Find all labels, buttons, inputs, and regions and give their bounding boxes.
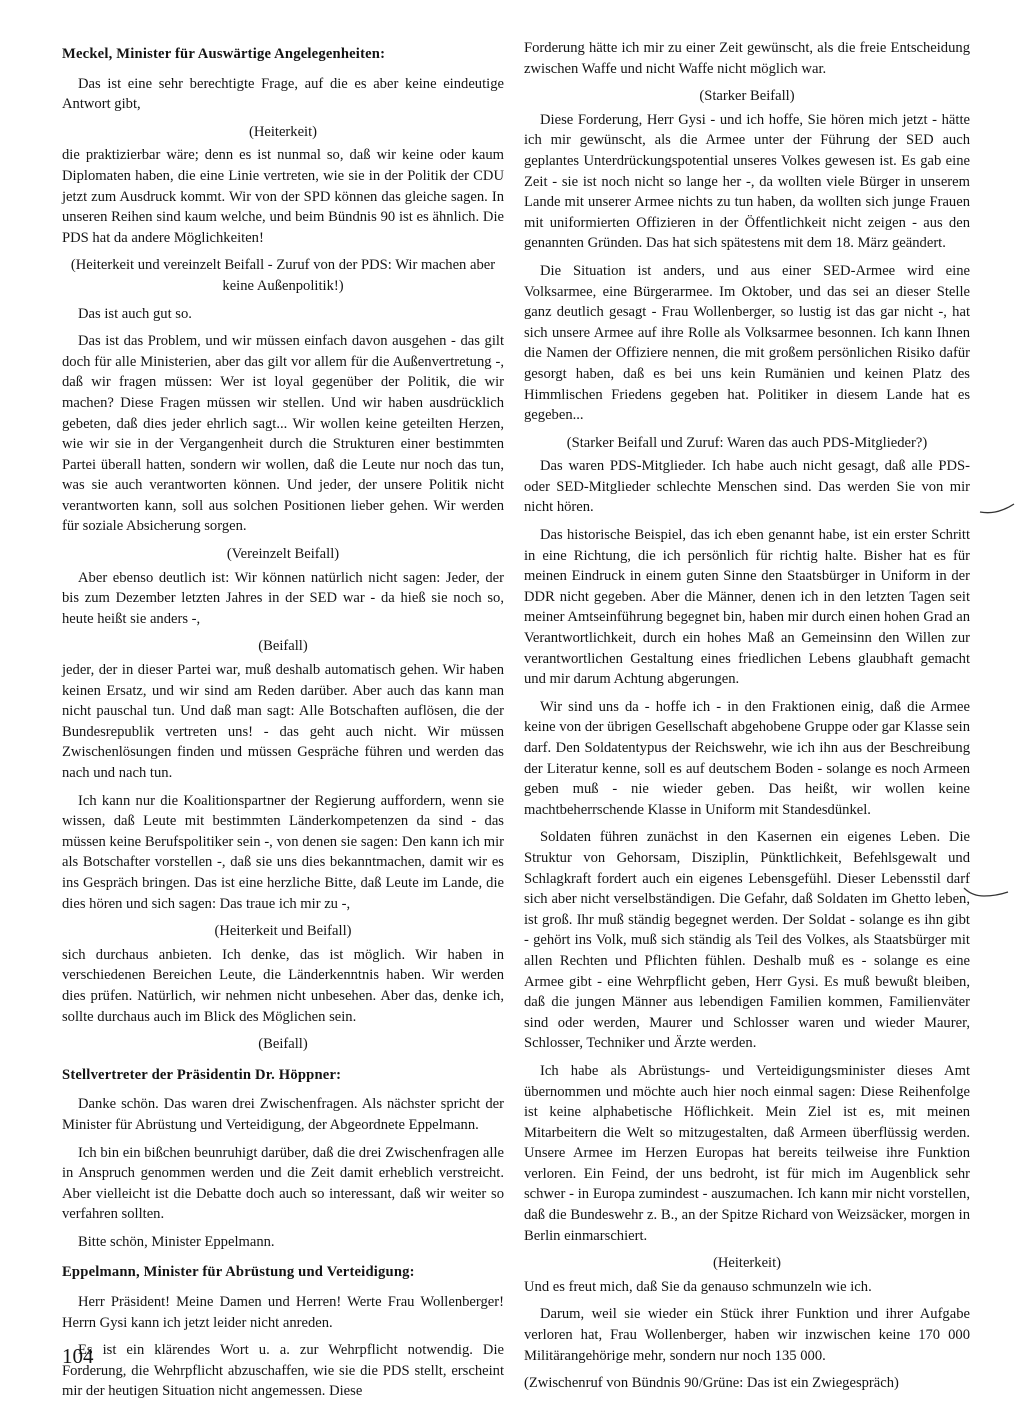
- paragraph: Das waren PDS-Mitglieder. Ich habe auch nicht gesagt, daß alle PDS- oder SED-Mitglieder schlechte Menschen sind. Das werden Sie von mir nicht hören.: [524, 458, 970, 516]
- page-number: 104: [62, 1344, 94, 1368]
- interjection: (Beifall): [258, 1036, 308, 1053]
- interjection: (Starker Beifall): [699, 88, 795, 105]
- paragraph: Ich habe als Abrüstungs- und Verteidigungsminister dieses Amt übernommen und möchte auch hier noch einmal sagen: Diese Reihenfolge ist keine alphabetische Höflichkeit. Mein Ziel ist es, mit meinen Mitarbeitern die Welt so mitzugestalten, daß Armeen überflüssig werden. Unsere Armee im Herzen Europas hat bereits teilweise ihre Funktion verloren. Ein Feind, der uns bedroht, ist für mich im Augenblick sehr schwer - in Europa zumindest - auszumachen. Ich kann mir nicht vorstellen, daß die Bundeswehr z. B., an der Spitze Richard von Weizsäcker, morgen in Berlin einmarschiert.: [524, 1062, 970, 1244]
- interjection: (Heiterkeit): [248, 123, 318, 140]
- paragraph: Ich kann nur die Koalitionspartner der Regierung auffordern, wenn sie wissen, daß Leute mit bestimmten Länderkompetenzen da sind - das müssen keine Berufspolitiker sein -, von denen sie sagen: Den kann ich mir als Botschafter vorstellen -, daß sie uns dies bekanntmachen, damit wir es ins Gespräch bringen. Das ist eine herzliche Bitte, daß Leute im Lande, die dies hören und sich sagen: Das traue ich mir zu -,: [62, 792, 504, 912]
- interjection: (Heiterkeit und Beifall): [214, 923, 352, 940]
- paragraph: Das ist das Problem, und wir müssen einfach davon ausgehen - das gilt doch für alle Ministerien, aber das gilt vor allem für die Außenvertretung -, daß wir fragen müssen: Wer ist loyal gegenüber der Politik, die wir machen? Diese Fragen müssen wir stellen. Und wir haben ausdrücklich gebeten, daß dies jeder ehrlich sagt... Wir wollen keine geteilten Herzen, wie wir sie in der Vergangenheit durch die Strukturen einer bestimmten Partei überall hatten, sondern wir wollen, daß die Leute nur noch das tun, was sie auch verantworten können. Und jeder, der unsere Politik nicht verantworten kann, soll aus solchen Positionen lieber gehen. Wir werden für soziale Absicherung sorgen.: [62, 333, 504, 535]
- paragraph: Es ist ein klärendes Wort u. a. zur Wehrpflicht notwendig. Die Forderung, die Wehrpflicht abzuschaffen, wie sie die PDS stellt, erscheint mir der heutigen Situation nicht angemessen. Diese: [62, 1342, 504, 1400]
- paragraph: Und es freut mich, daß Sie da genauso schmunzeln wie ich.: [524, 1278, 872, 1295]
- paragraph: sich durchaus anbieten. Ich denke, das ist möglich. Wir haben in verschiedenen Bereichen Leute, die Länderkenntnis haben. Wir werden dies prüfen. Natürlich, wir nehmen nicht unbesehen. Aber das, denke ich, sollte durchaus auch im Blick des Möglichen sein.: [62, 946, 504, 1025]
- interjection: (Heiterkeit): [712, 1255, 782, 1272]
- paragraph: Diese Forderung, Herr Gysi - und ich hoffe, Sie hören mich jetzt - hätte ich mir gewünscht, als die Armee unter der Führung der SED auch geplantes Unterdrückungspotential unseres Volkes gewesen ist. Es gab eine Zeit - sie ist noch nicht so lange her -, da wollten viele Bürger in unserem Lande mit unserer Armee nichts zu tun haben, da wollten sich junge Frauen mit uniformierten Offizieren in der Öffentlichkeit nicht zeigen - aus den genannten Gründen. Das hat sich spätestens mit dem 18. März geändert.: [524, 111, 970, 252]
- paragraph: jeder, der in dieser Partei war, muß deshalb automatisch gehen. Wir haben keinen Ersatz, und wir sind am Reden darüber. Aber auch das kann man nicht pauschal tun. Und daß man sagt: Alle Botschaften auflösen, die der Bundesrepublik vertreten uns! - das geht auch nicht. Wir müssen Zwischenlösungen finden und müssen Gespräche führen und werden das nach und nach tun.: [62, 662, 504, 781]
- paragraph: Danke schön. Das waren drei Zwischenfragen. Als nächster spricht der Minister für Abrüstung und Verteidigung, der Abgeordnete Eppelmann.: [62, 1096, 504, 1133]
- interjection: (Zwischenruf von Bündnis 90/Grüne: Das ist ein Zwiegespräch): [524, 1375, 899, 1392]
- paragraph: Das ist eine sehr berechtigte Frage, auf die es aber keine eindeutige Antwort gibt,: [62, 75, 504, 113]
- paragraph: Ich bin ein bißchen beunruhigt darüber, daß die drei Zwischenfragen alle in Anspruch genommen werden und die Zeit damit erheblich verstreicht. Aber vielleicht ist die Debatte doch auch so interessant, daß wir weiter so verfahren sollten.: [62, 1144, 504, 1223]
- paragraph: Herr Präsident! Meine Damen und Herren! Werte Frau Wollenberger! Herrn Gysi kann ich jetzt leider nicht anreden.: [62, 1294, 504, 1331]
- speaker-heading: Stellvertreter der Präsidentin Dr. Höppner:: [62, 1066, 342, 1083]
- paragraph: Forderung hätte ich mir zu einer Zeit gewünscht, als die freie Entscheidung zwischen Waffe und nicht Waffe nicht möglich war.: [524, 40, 970, 77]
- paragraph: Das ist auch gut so.: [78, 305, 192, 322]
- interjection: (Starker Beifall und Zuruf: Waren das auch PDS-Mitglieder?): [566, 434, 928, 451]
- margin-mark: [962, 880, 1012, 904]
- interjection: (Heiterkeit und vereinzelt Beifall - Zuruf von der PDS: Wir machen aber keine Außenpolitik!): [70, 257, 496, 294]
- paragraph: Bitte schön, Minister Eppelmann.: [78, 1233, 275, 1250]
- paragraph: die praktizierbar wäre; denn es ist nunmal so, daß wir keine oder kaum Diplomaten haben, die eine Linie vertreten, wie sie in der Politik der CDU jetzt zum Ausdruck kommt. Wir von der SPD können das gleiche sagen. In unseren Reihen sind kaum welche, und beim Bündnis 90 ist es ähnlich. Die PDS hat da andere Möglichkeiten!: [62, 147, 504, 246]
- interjection: (Vereinzelt Beifall): [226, 546, 340, 563]
- paragraph: Soldaten führen zunächst in den Kasernen ein eigenes Leben. Die Struktur von Gehorsam, Disziplin, Pünktlichkeit, Befehlsgewalt und Schlagkraft fordert auch ein eigenes Lebensgefühl. Dieser Lebensstil darf sich aber nicht verselbständigen. Die Gefahr, daß Soldaten im Ghetto leben, ist groß. Ihr muß ständig begegnet werden. Der Soldat - solange es ihn gibt - gehört ins Volk, muß sich ständig als Teil des Volkes, als Staatsbürger mit allen Rechten und Pflichten fühlen. Deshalb muß es - solange es eine Armee gibt - eine Wehrpflicht geben, Herr Gysi. Es muß bewußt bleiben, daß die jungen Männer aus lebendigen Familien kommen, Familienväter sind oder werden, Maurer und Schlosser waren und wieder Maurer, Schlosser, Techniker und Ärzte werden.: [524, 829, 970, 1052]
- interjection: (Beifall): [258, 638, 308, 655]
- margin-mark: [978, 500, 1018, 520]
- paragraph: Aber ebenso deutlich ist: Wir können natürlich nicht sagen: Jeder, der bis zum Dezember letzten Jahres in der SED war - da hieß sie noch so, heute heißt sie anders -,: [62, 569, 504, 627]
- paragraph: Die Situation ist anders, und aus einer SED-Armee wird eine Volksarmee, eine Bürgerarmee. Im Oktober, und das sei an dieser Stelle ganz deutlich gesagt - Frau Wollenberger, so lustig ist das gar nicht -, hat sich unsere Armee auf ihre Rolle als Volksarmee besonnen. Ich kann Ihnen die Namen der Offiziere nennen, die mit großem persönlichen Risiko dafür gesorgt haben, daß es bei uns kein Rumänien und keinen Platz des Himmlischen Friedens gegeben hat. Politiker in diesem Lande hat es gegeben...: [524, 262, 970, 424]
- speaker-heading: Meckel, Minister für Auswärtige Angelegenheiten:: [62, 46, 386, 62]
- paragraph: Das historische Beispiel, das ich eben genannt habe, ist ein erster Schritt in eine Richtung, die ich persönlich für richtig halte. Bisher hat es für meinen Eindruck in einem guten Sinne den Staatsbürger in Uniform in der DDR nicht gegeben. Aber die Männer, denen ich in den letzten Tagen seit meiner Amtseinführung begegnet bin, haben mir durch einen hohen Grad an Verantwortlichkeit, durch ein hohes Maß an Gemeinsinn den Willen zur verantwortlichen Gestaltung eines friedlichen Lebens glaubhaft gemacht und mir darum Achtung abgerungen.: [524, 527, 970, 688]
- paragraph: Wir sind uns da - hoffe ich - in den Fraktionen einig, daß die Armee keine von der übrigen Gesellschaft abgehobene Gruppe oder gar Klasse sein darf. Den Soldatentypus der Reichswehr, wie ich ihn aus der Beschreibung der Literatur kenne, soll es auf deutschem Boden - solange es noch Armeen geben muß - nie wieder geben. Das heißt, wir wollen keine machtbeherrschende Klasse in Uniform mit Standesdünkel.: [524, 698, 970, 818]
- right-text-column: [524, 38, 970, 1394]
- speaker-heading: Eppelmann, Minister für Abrüstung und Verteidigung:: [62, 1264, 415, 1281]
- left-text-column: [62, 44, 504, 1402]
- paragraph: Darum, weil sie wieder ein Stück ihrer Funktion und ihrer Aufgabe verloren hat, Frau Wollenberger, haben wir inzwischen keine 170 000 Militärangehörige mehr, sondern nur noch 135 000.: [524, 1306, 970, 1364]
